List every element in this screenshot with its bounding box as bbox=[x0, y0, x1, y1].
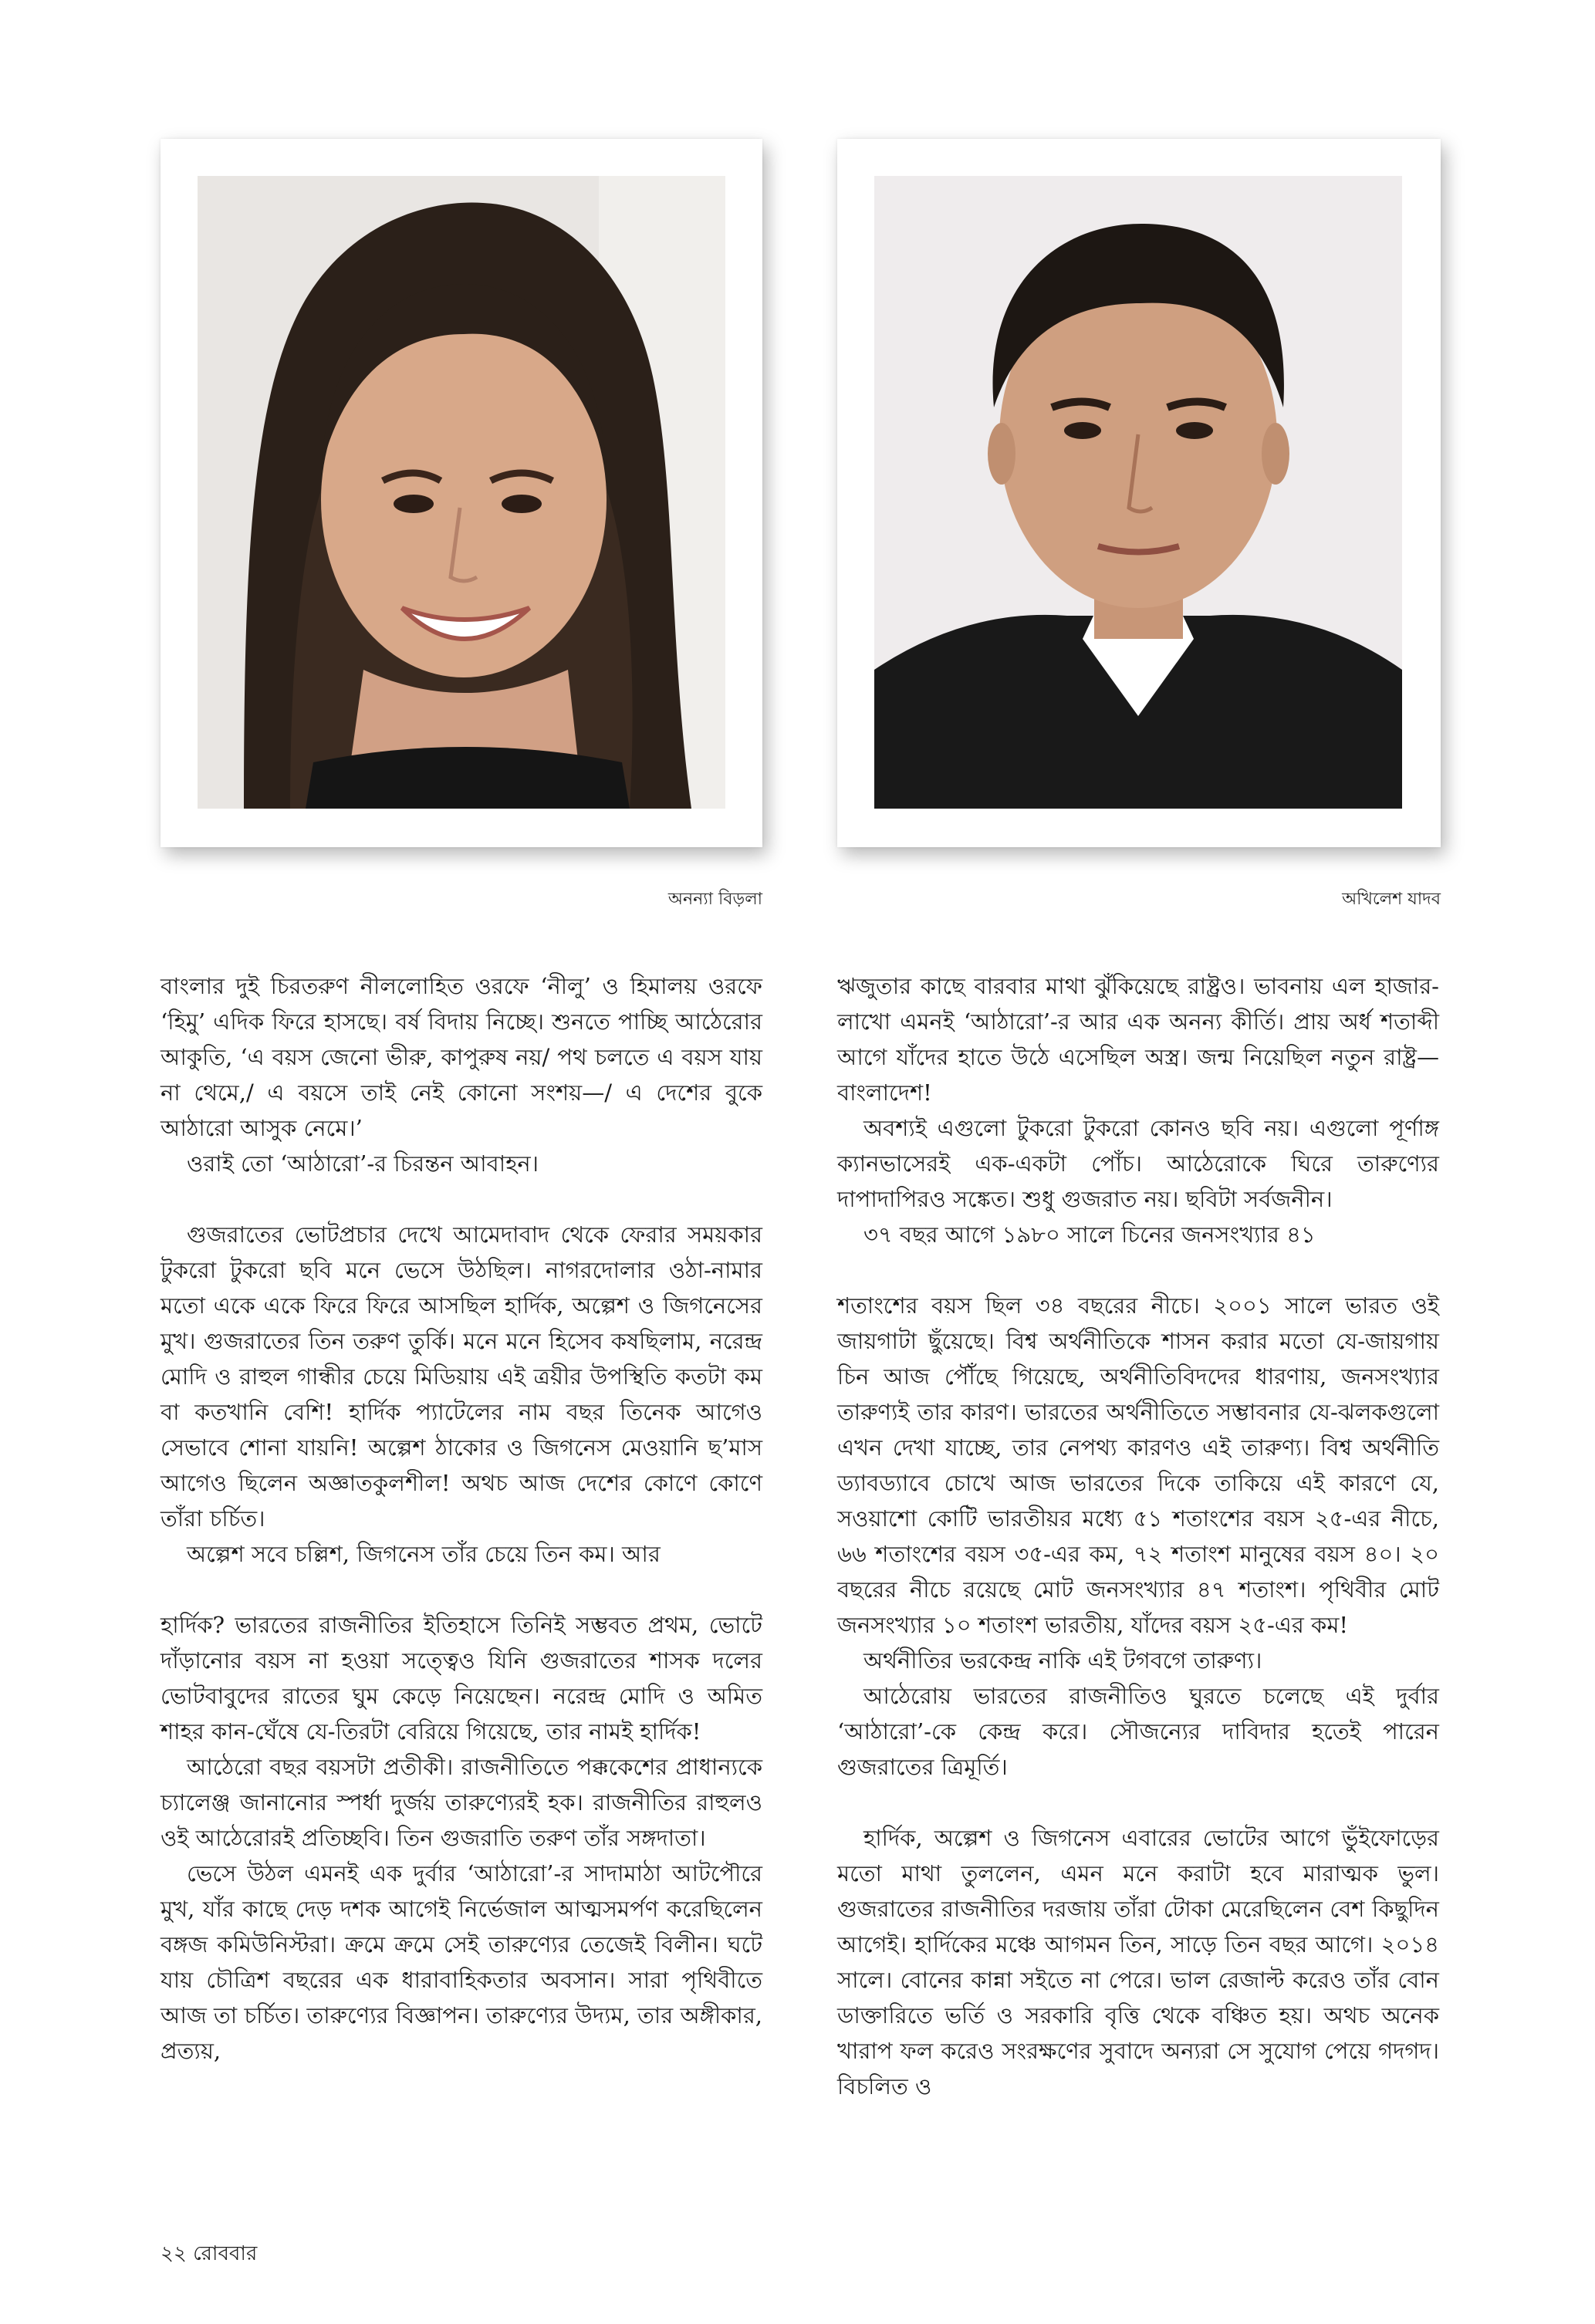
article-column-right bbox=[837, 968, 1439, 2104]
photo-frame-left bbox=[161, 139, 762, 847]
woman-portrait-image bbox=[198, 176, 725, 809]
article-paragraph: ঋজুতার কাছে বারবার মাথা ঝুঁকিয়েছে রাষ্ট্রও। ভাবনায় এল হাজার-লাখো এমনই ‘আঠারো’-র আর এক অনন্য কীর্তি। প্রায় অর্ধ শতাব্দী আগে যাঁদের হাতে উঠে এসেছিল অস্ত্র। জন্ম নিয়েছিল নতুন রাষ্ট্র— বাংলাদেশ! bbox=[837, 973, 1439, 1106]
photo-caption-left: অনন্যা বিড়লা bbox=[667, 890, 762, 909]
man-portrait-image bbox=[874, 176, 1402, 809]
page-footer: ২২ রোববার bbox=[161, 2242, 258, 2265]
article-paragraph: হার্দিক? ভারতের রাজনীতির ইতিহাসে তিনিই সম্ভবত প্রথম, ভোটে দাঁড়ানোর বয়স না হওয়া সত্ত্বেও যিনি গুজরাতের শাসক দলের ভোটবাবুদের রাতের ঘুম কেড়ে নিয়েছেন। নরেন্দ্র মোদি ও অমিত শাহর কান-ঘেঁষে যে-তিরটা বেরিয়ে গিয়েছে, তার নামই হার্দিক! bbox=[161, 1612, 762, 1745]
article-paragraph: ওরাই তো ‘আঠারো’-র চিরন্তন আবাহন। bbox=[187, 1150, 539, 1177]
article-column-left bbox=[161, 968, 762, 2069]
article-paragraph: গুজরাতের ভোটপ্রচার দেখে আমেদাবাদ থেকে ফেরার সময়কার টুকরো টুকরো ছবি মনে ভেসে উঠছিল। নাগরদোলার ওঠা-নামার মতো একে একে ফিরে ফিরে আসছিল হার্দিক, অল্পেশ ও জিগনেসের মুখ। গুজরাতের তিন তরুণ তুর্কি। মনে মনে হিসেব কষছিলাম, নরেন্দ্র মোদি ও রাহুল গান্ধীর চেয়ে মিডিয়ায় এই ত্রয়ীর উপস্থিতি কতটা কম বা কতখানি বেশি! হার্দিক প্যাটেলের নাম বছর তিনেক আগেও সেভাবে শোনা যায়নি! অল্পেশ ঠাকোর ও জিগনেস মেওয়ানি ছ’মাস আগেও ছিলেন অজ্ঞাতকুলশীল! অথচ আজ দেশের কোণে কোণে তাঁরা চর্চিত। bbox=[161, 1221, 762, 1532]
article-paragraph: অবশ্যই এগুলো টুকরো টুকরো কোনও ছবি নয়। এগুলো পূর্ণাঙ্গ ক্যানভাসেরই এক-একটা পোঁচ। আঠেরোকে ঘিরে তারুণ্যের দাপাদাপিরও সঙ্কেত। শুধু গুজরাত নয়। ছবিটা সর্বজনীন। bbox=[837, 1115, 1439, 1212]
article-paragraph: আঠেরোয় ভারতের রাজনীতিও ঘুরতে চলেছে এই দুর্বার ‘আঠারো’-কে কেন্দ্র করে। সৌজন্যের দাবিদার হতেই পারেন গুজরাতের ত্রিমূর্তি। bbox=[837, 1683, 1439, 1780]
article-paragraph: অর্থনীতির ভরকেন্দ্র নাকি এই টগবগে তারুণ্য। bbox=[863, 1647, 1262, 1674]
portrait-photo-right bbox=[874, 176, 1402, 809]
portrait-photo-left bbox=[198, 176, 725, 809]
article-paragraph: হার্দিক, অল্পেশ ও জিগনেস এবারের ভোটের আগে ভুঁইফোড়ের মতো মাথা তুললেন, এমন মনে করাটা হবে মারাত্মক ভুল। গুজরাতের রাজনীতির দরজায় তাঁরা টোকা মেরেছিলেন বেশ কিছুদিন আগেই। হার্দিকের মঞ্চে আগমন তিন, সাড়ে তিন বছর আগে। ২০১৪ সালে। বোনের কান্না সইতে না পেরে। ভাল রেজাল্ট করেও তাঁর বোন ডাক্তারিতে ভর্তি ও সরকারি বৃত্তি থেকে বঞ্চিত হয়। অথচ অনেক খারাপ ফল করেও সংরক্ষণের সুবাদে অন্যরা সে সুযোগ পেয়ে গদগদ। বিচলিত ও bbox=[837, 1825, 1439, 2099]
article-paragraph: বাংলার দুই চিরতরুণ নীললোহিত ওরফে ‘নীলু’ ও হিমালয় ওরফে ‘হিমু’ এদিক ফিরে হাসছে। বর্ষ বিদায় নিচ্ছে। শুনতে পাচ্ছি আঠেরোর আকুতি, ‘এ বয়স জেনো ভীরু, কাপুরুষ নয়/ পথ চলতে এ বয়স যায় না থেমে,/ এ বয়সে তাই নেই কোনো সংশয়—/ এ দেশের বুকে আঠারো আসুক নেমে।’ bbox=[161, 973, 762, 1141]
article-paragraph: অল্পেশ সবে চল্লিশ, জিগনেস তাঁর চেয়ে তিন কম। আর bbox=[187, 1541, 661, 1567]
article-paragraph: ভেসে উঠল এমনই এক দুর্বার ‘আঠারো’-র সাদামাঠা আটপৌরে মুখ, যাঁর কাছে দেড় দশক আগেই নির্ভেজাল আত্মসমর্পণ করেছিলেন বঙ্গজ কমিউনিস্টরা। ক্রমে ক্রমে সেই তারুণ্যের তেজেই বিলীন। ঘটে যায় চৌত্রিশ বছরের এক ধারাবাহিকতার অবসান। সারা পৃথিবীতে আজ তা চর্চিত। তারুণ্যের বিজ্ঞাপন। তারুণ্যের উদ্যম, তার অঙ্গীকার, প্রত্যয়, bbox=[161, 1860, 762, 2064]
photo-frame-right bbox=[837, 139, 1441, 847]
article-paragraph: আঠেরো বছর বয়সটা প্রতীকী। রাজনীতিতে পক্ককেশের প্রাধান্যকে চ্যালেঞ্জ জানানোর স্পর্ধা দুর্জয় তারুণ্যেরই হক। রাজনীতির রাহুলও ওই আঠেরোরই প্রতিচ্ছবি। তিন গুজরাতি তরুণ তাঁর সঙ্গদাতা। bbox=[161, 1754, 762, 1851]
article-paragraph: শতাংশের বয়স ছিল ৩৪ বছরের নীচে। ২০০১ সালে ভারত ওই জায়গাটা ছুঁয়েছে। বিশ্ব অর্থনীতিকে শাসন করার মতো যে-জায়গায় চিন আজ পৌঁছে গিয়েছে, অর্থনীতিবিদদের ধারণায়, জনসংখ্যার তারুণ্যই তার কারণ। ভারতের অর্থনীতিতে সম্ভাবনার যে-ঝলকগুলো এখন দেখা যাচ্ছে, তার নেপথ্য কারণও এই তারুণ্য। বিশ্ব অর্থনীতি ড্যাবড্যাবে চোখে আজ ভারতের দিকে তাকিয়ে এই কারণে যে, সওয়াশো কোটি ভারতীয়র মধ্যে ৫১ শতাংশের বয়স ২৫-এর নীচে, ৬৬ শতাংশের বয়স ৩৫-এর কম, ৭২ শতাংশ মানুষের বয়স ৪০। ২০ বছরের নীচে রয়েছে মোট জনসংখ্যার ৪৭ শতাংশ। পৃথিবীর মোট জনসংখ্যার ১০ শতাংশ ভারতীয়, যাঁদের বয়স ২৫-এর কম! bbox=[837, 1292, 1439, 1638]
article-paragraph: ৩৭ বছর আগে ১৯৮০ সালে চিনের জনসংখ্যার ৪১ bbox=[863, 1221, 1316, 1248]
photo-caption-right: অখিলেশ যাদব bbox=[1342, 890, 1441, 909]
